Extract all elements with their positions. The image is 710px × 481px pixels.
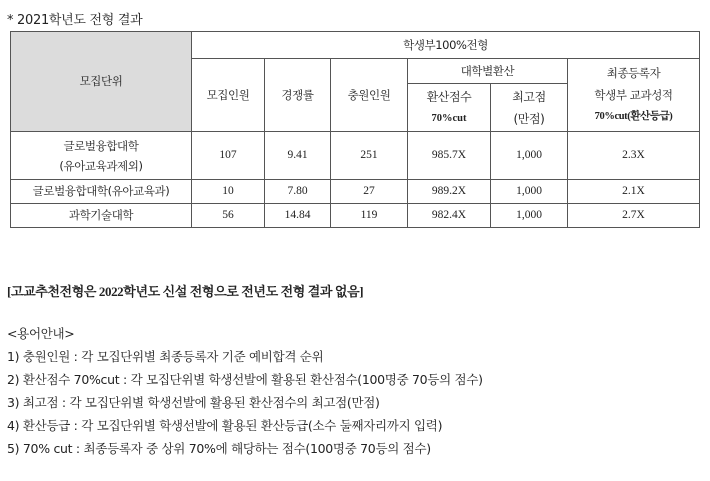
header-conversion: 대학별환산: [408, 59, 568, 84]
row-grade: 2.3X: [568, 132, 700, 180]
header-max-label: 최고점: [512, 89, 546, 104]
terminology-guide: [7, 322, 483, 460]
row-unit-line2: (유아교육과제외): [59, 158, 143, 173]
header-score-label: 환산점수: [426, 89, 472, 104]
row-waitlist: 251: [331, 132, 408, 180]
row-unit: 글로벌융합대학(유아교육과): [11, 180, 192, 204]
header-final-line1: 최종등록자: [606, 66, 661, 80]
guide-item: 2) 환산점수 70%cut : 각 모집단위별 학생선발에 활용된 환산점수(100명중 70등의 점수): [7, 372, 483, 387]
row-competition: 7.80: [265, 180, 331, 204]
header-competition: 경쟁률: [265, 59, 331, 132]
guide-item: 5) 70% cut : 최종등록자 중 상위 70%에 해당하는 점수(100명중 70등의 점수): [7, 441, 431, 456]
row-unit-line1: 글로벌융합대학: [63, 138, 139, 153]
table-row: [11, 132, 700, 180]
guide-title: <용어안내>: [7, 326, 75, 341]
table-row: [11, 180, 700, 204]
row-score: 985.7X: [408, 132, 491, 180]
row-max: 1,000: [491, 132, 568, 180]
row-quota: 10: [192, 180, 265, 204]
row-grade: 2.1X: [568, 180, 700, 204]
row-waitlist: 119: [331, 204, 408, 228]
row-unit: [11, 132, 192, 180]
no-prior-results-notice: [고교추천전형은 2022학년도 신설 전형으로 전년도 전형 결과 없음]: [7, 284, 364, 299]
row-max: 1,000: [491, 180, 568, 204]
header-final-line3: 70%cut(환산등급): [594, 111, 673, 122]
row-grade: 2.7X: [568, 204, 700, 228]
header-max-sub: (만점): [513, 111, 545, 126]
header-group: 학생부100%전형: [192, 32, 700, 59]
row-score: 982.4X: [408, 204, 491, 228]
guide-item: 4) 환산등급 : 각 모집단위별 학생선발에 활용된 환산등급(소수 둘째자리까지 입력): [7, 418, 443, 433]
row-unit: 과학기술대학: [11, 204, 192, 228]
header-quota: 모집인원: [192, 59, 265, 132]
row-score: 989.2X: [408, 180, 491, 204]
row-quota: 107: [192, 132, 265, 180]
header-score-sub: 70%cut: [431, 112, 467, 124]
admission-results-table: [10, 31, 700, 228]
guide-item: 1) 충원인원 : 각 모집단위별 최종등록자 기준 예비합격 순위: [7, 349, 324, 364]
row-competition: 14.84: [265, 204, 331, 228]
header-waitlist: 충원인원: [331, 59, 408, 132]
table-caption: * 2021학년도 전형 결과: [7, 13, 143, 28]
table-row: [11, 204, 700, 228]
row-quota: 56: [192, 204, 265, 228]
header-final: [568, 59, 700, 132]
header-score: [408, 84, 491, 132]
header-unit: 모집단위: [11, 32, 192, 132]
guide-item: 3) 최고점 : 각 모집단위별 학생선발에 활용된 환산점수의 최고점(만점): [7, 395, 380, 410]
row-competition: 9.41: [265, 132, 331, 180]
row-max: 1,000: [491, 204, 568, 228]
row-waitlist: 27: [331, 180, 408, 204]
header-max: [491, 84, 568, 132]
header-final-line2: 학생부 교과성적: [594, 88, 673, 102]
